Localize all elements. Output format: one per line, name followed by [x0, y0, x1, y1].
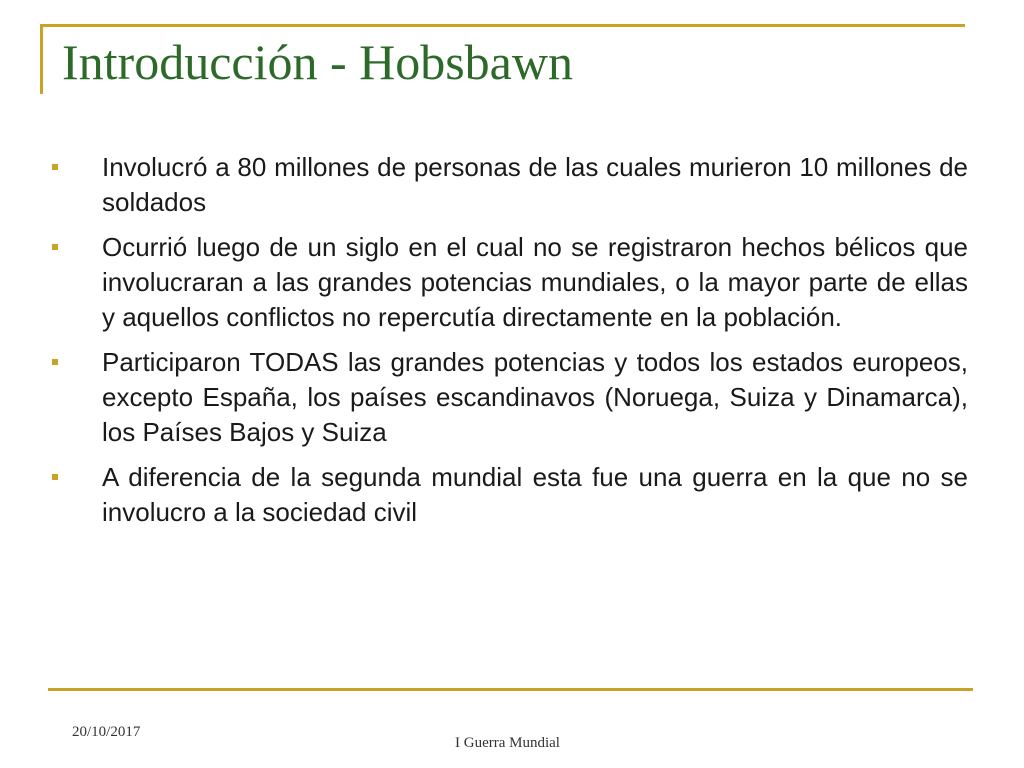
bullet-item: [48, 230, 968, 335]
slide-content: [48, 150, 968, 540]
title-frame-horizontal-line: [40, 24, 965, 27]
bullet-list: [48, 150, 968, 530]
bullet-text: A diferencia de la segunda mundial esta fue una guerra en la que no se involucro a la sociedad civil: [102, 462, 968, 527]
bullet-text: Involucró a 80 millones de personas de las cuales murieron 10 millones de soldados: [102, 152, 968, 217]
bullet-item: [48, 150, 968, 220]
footer-date: 20/10/2017: [72, 724, 141, 740]
bullet-item: [48, 460, 968, 530]
footer-title: I Guerra Mundial: [455, 735, 560, 751]
bullet-text: Ocurrió luego de un siglo en el cual no se registraron hechos bélicos que involucraran a las grandes potencias mundiales, o la mayor parte de ellas y aquellos conflictos no repercutía directamente en la población.: [102, 232, 968, 332]
square-bullet-icon: [52, 164, 58, 170]
footer-divider-line: [48, 688, 973, 691]
slide-title: Introducción - Hobsbawn: [62, 34, 573, 90]
square-bullet-icon: [52, 359, 58, 365]
square-bullet-icon: [52, 474, 58, 480]
bullet-item: [48, 345, 968, 450]
bullet-text: Participaron TODAS las grandes potencias y todos los estados europeos, excepto España, los países escandinavos (Noruega, Suiza y Dinamarca), los Países Bajos y Suiza: [102, 347, 968, 447]
square-bullet-icon: [52, 244, 58, 250]
title-frame-vertical-line: [40, 24, 43, 94]
